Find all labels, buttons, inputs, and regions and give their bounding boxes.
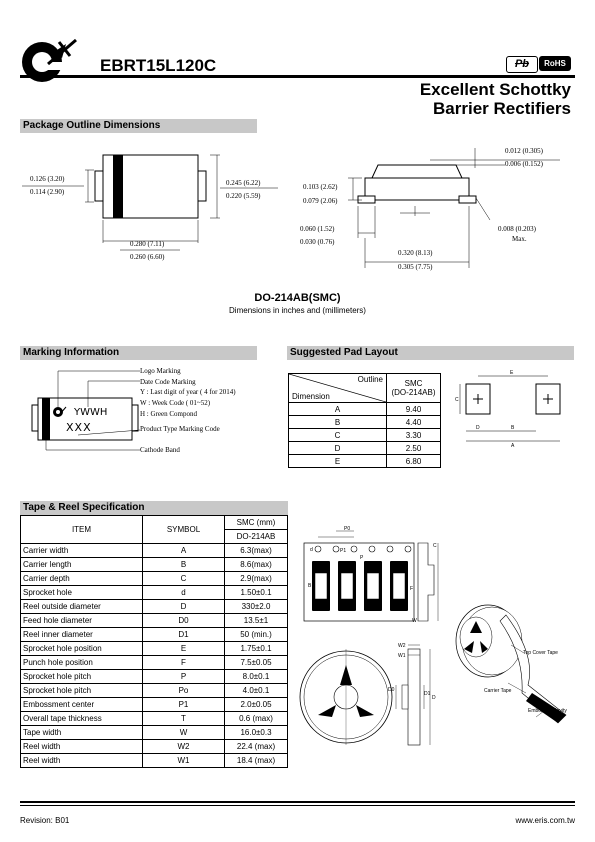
label-top-cover: Top Cover Tape xyxy=(523,650,558,656)
tape-table xyxy=(20,515,288,768)
footer-rule-1 xyxy=(20,801,575,803)
table-row: Sprocket hole pitch P 8.0±0.1 xyxy=(21,670,288,684)
table-row: Carrier width A 6.3(max) xyxy=(21,544,288,558)
table-row: Carrier length B 8.6(max) xyxy=(21,558,288,572)
table-row: Tape width W 16.0±0.3 xyxy=(21,726,288,740)
dim-height-min: 0.114 (2.90) xyxy=(30,188,65,196)
table-row: Reel width W2 22.4 (max) xyxy=(21,740,288,754)
page-title xyxy=(420,80,571,118)
tape-col-symbol: SYMBOL xyxy=(143,516,225,544)
svg-text:B: B xyxy=(308,583,312,589)
pad-layout-drawing xyxy=(452,368,574,448)
dim-height-max: 0.126 (3.20) xyxy=(30,175,65,183)
tape-col-smc: SMC (mm) xyxy=(225,516,288,530)
dim-standoff: 0.008 (0.203) xyxy=(498,225,536,233)
dim-top-min: 0.006 (0.152) xyxy=(505,160,543,168)
svg-text:D0: D0 xyxy=(388,687,395,693)
dim-lead-min: 0.030 (0.76) xyxy=(300,238,335,246)
table-row: Reel inner diameter D1 50 (min.) xyxy=(21,628,288,642)
marking-label-week: W : Week Code ( 01~52) xyxy=(140,399,211,407)
dim-total-min: 0.305 (7.75) xyxy=(398,263,433,271)
table-row: Reel width W1 18.4 (max) xyxy=(21,754,288,768)
dim-width-min: 0.220 (5.59) xyxy=(226,192,261,200)
marking-label-green: H : Green Compond xyxy=(140,410,197,418)
label-embossed: Embossed Cavity xyxy=(528,708,567,714)
footer-rule-2 xyxy=(20,805,575,806)
pb-badge: Pb xyxy=(506,56,538,73)
pad-section-title: Suggested Pad Layout xyxy=(287,346,574,360)
tape-col-case: DO-214AB xyxy=(225,530,288,544)
rohs-badge: RoHS xyxy=(539,56,571,71)
table-row: E 6.80 xyxy=(289,455,441,468)
title-line-1: Excellent Schottky xyxy=(419,80,571,99)
dim-length-max: 0.280 (7.11) xyxy=(130,240,165,248)
marking-label-cathode: Cathode Band xyxy=(140,446,180,454)
dim-standoff-note: Max. xyxy=(512,235,527,243)
pad-header-diagonal xyxy=(289,374,387,403)
tape-section-title: Tape & Reel Specification xyxy=(20,501,288,515)
svg-text:W2: W2 xyxy=(398,643,406,649)
header-rule xyxy=(20,75,575,78)
dim-top-max: 0.012 (0.305) xyxy=(505,147,543,155)
package-section-title: Package Outline Dimensions xyxy=(20,119,257,133)
table-row: B 4.40 xyxy=(289,416,441,429)
label-carrier-tape: Carrier Tape xyxy=(484,688,512,694)
marking-logo-text: YWWH xyxy=(74,407,108,418)
pad-label-c: C xyxy=(455,397,459,403)
svg-text:D: D xyxy=(432,695,436,701)
case-note: Dimensions in inches and (millimeters) xyxy=(229,306,366,315)
svg-text:W: W xyxy=(412,618,417,624)
tape-col-item: ITEM xyxy=(21,516,143,544)
pad-label-e: E xyxy=(510,370,514,376)
case-name: DO-214AB(SMC) xyxy=(254,292,341,304)
pad-label-b: B xyxy=(511,425,515,431)
footer-website[interactable]: www.eris.com.tw xyxy=(515,816,575,825)
svg-text:P: P xyxy=(360,555,364,561)
table-row: Sprocket hole pitch Po 4.0±0.1 xyxy=(21,684,288,698)
marking-label-year: Y : Last digit of year ( 4 for 2014) xyxy=(140,388,236,396)
title-line-2: Barrier Rectifiers xyxy=(433,99,571,118)
svg-text:P0: P0 xyxy=(344,526,351,532)
dim-lead-max: 0.060 (1.52) xyxy=(300,225,335,233)
dim-side-max: 0.103 (2.62) xyxy=(303,183,338,191)
table-row: Embossment center P1 2.0±0.05 xyxy=(21,698,288,712)
dim-total-max: 0.320 (8.13) xyxy=(398,249,433,257)
pad-header-smc: SMC (DO-214AB) xyxy=(387,374,441,403)
pad-label-a: A xyxy=(511,443,515,448)
svg-text:D1: D1 xyxy=(424,691,431,697)
dim-width-max: 0.245 (6.22) xyxy=(226,179,261,187)
table-row: Reel outside diameter D 330±2.0 xyxy=(21,600,288,614)
table-row: Carrier depth C 2.9(max) xyxy=(21,572,288,586)
svg-text:F: F xyxy=(410,586,414,592)
marking-label-logo: Logo Marking xyxy=(140,367,181,375)
svg-text:C: C xyxy=(433,543,437,549)
svg-text:P1: P1 xyxy=(340,548,347,554)
marking-product-text: XXX xyxy=(66,421,92,434)
table-row: Feed hole diameter D0 13.5±1 xyxy=(21,614,288,628)
table-row: Punch hole position F 7.5±0.05 xyxy=(21,656,288,670)
company-logo xyxy=(18,34,84,86)
marking-section-title: Marking Information xyxy=(20,346,257,360)
part-number: EBRT15L120C xyxy=(100,56,217,75)
pad-header-outline: Outline xyxy=(357,375,383,384)
table-row: Overall tape thickness T 0.6 (max) xyxy=(21,712,288,726)
pad-header-dimension: Dimension xyxy=(292,392,330,401)
table-row: D 2.50 xyxy=(289,442,441,455)
table-row: C 3.30 xyxy=(289,429,441,442)
pad-table xyxy=(288,373,441,468)
marking-label-product: Product Type Marking Code xyxy=(140,425,220,433)
footer-revision: Revision: B01 xyxy=(20,816,70,825)
package-top-view xyxy=(20,138,290,268)
dim-length-min: 0.260 (6.60) xyxy=(130,253,165,261)
dim-side-min: 0.079 (2.06) xyxy=(303,197,338,205)
table-row: Sprocket hole position E 1.75±0.1 xyxy=(21,642,288,656)
table-row: Sprocket hole d 1.50±0.1 xyxy=(21,586,288,600)
pad-label-d: D xyxy=(476,425,480,431)
svg-text:d: d xyxy=(310,547,313,553)
table-row: A 9.40 xyxy=(289,403,441,416)
marking-label-date: Date Code Marking xyxy=(140,378,196,386)
svg-text:W1: W1 xyxy=(398,653,406,659)
